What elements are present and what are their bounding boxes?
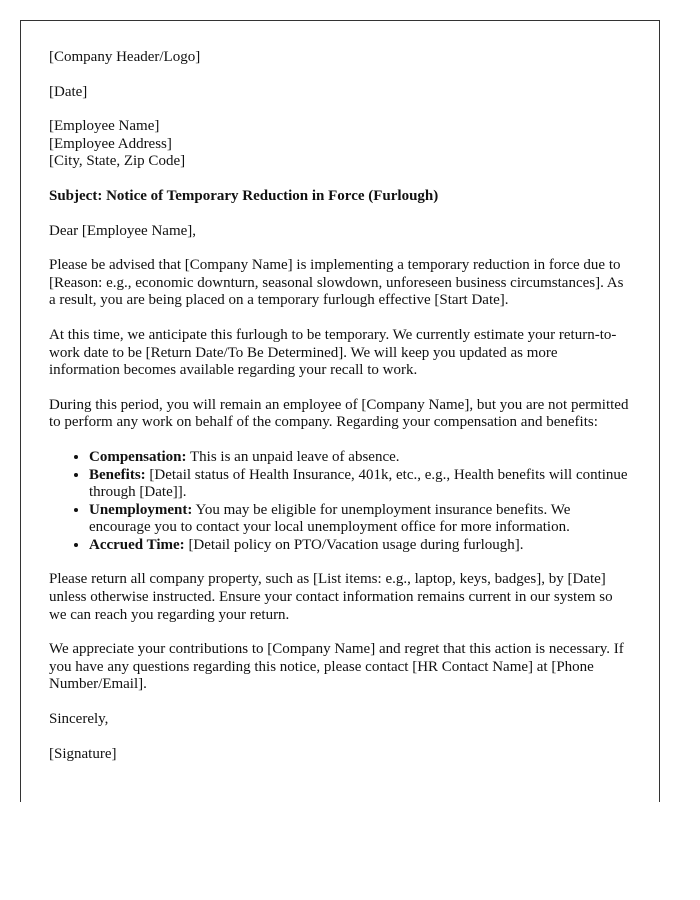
company-header: [Company Header/Logo]	[49, 49, 201, 65]
letter-page	[20, 20, 660, 802]
body-paragraph-contact: We appreciate your contributions to [Company Name] and regret that this action is necessary. If you have any questions regarding this notice, please contact [HR Contact Name] at [Phone Number/Email].	[49, 641, 624, 693]
signature: [Signature]	[49, 745, 117, 762]
term-label: Unemployment:	[89, 501, 193, 518]
term-text: [Detail policy on PTO/Vacation usage during furlough].	[184, 536, 524, 553]
body-paragraph-reason: Please be advised that [Company Name] is implementing a temporary reduction in force due to [Reason: e.g., economic downturn, seasonal slowdown, unforeseen business circumstances]. As a result, you are being placed on a temporary furlough effective [Start Date].	[49, 257, 624, 309]
term-accrued-time	[89, 537, 631, 555]
term-label: Accrued Time:	[89, 536, 185, 553]
recipient-address: [Employee Address]	[49, 135, 172, 152]
term-unemployment	[89, 502, 631, 537]
recipient-name: [Employee Name]	[49, 118, 160, 135]
recipient-address-block	[49, 118, 631, 171]
term-text: This is an unpaid leave of absence.	[186, 448, 400, 465]
term-label: Compensation:	[89, 448, 187, 465]
term-text: You may be eligible for unemployment insurance benefits. We encourage you to contact your local unemployment office for more information.	[89, 501, 571, 536]
term-benefits	[89, 467, 631, 502]
letter-date: [Date]	[49, 83, 88, 100]
sign-off: Sincerely,	[49, 711, 109, 728]
subject-line: Subject: Notice of Temporary Reduction in Force (Furlough)	[49, 187, 439, 204]
recipient-city-state-zip: [City, State, Zip Code]	[49, 153, 186, 170]
salutation: Dear [Employee Name],	[49, 222, 197, 239]
terms-list	[49, 449, 631, 555]
term-text: [Detail status of Health Insurance, 401k, etc., e.g., Health benefits will continue through [Date]].	[89, 466, 628, 501]
term-label: Benefits:	[89, 466, 146, 483]
body-paragraph-property: Please return all company property, such as [List items: e.g., laptop, keys, badges], by [Date] unless otherwise instructed. Ensure your contact information remains current in our system so we can reach you regarding your return.	[49, 571, 613, 623]
body-paragraph-status: During this period, you will remain an employee of [Company Name], but you are not permitted to perform any work on behalf of the company. Regarding your compensation and benefits:	[49, 396, 629, 431]
term-compensation	[89, 449, 631, 467]
body-paragraph-duration: At this time, we anticipate this furlough to be temporary. We currently estimate your return-to-work date to be [Return Date/To Be Determined]. We will keep you updated as more information becomes available regarding your recall to work.	[49, 326, 617, 379]
